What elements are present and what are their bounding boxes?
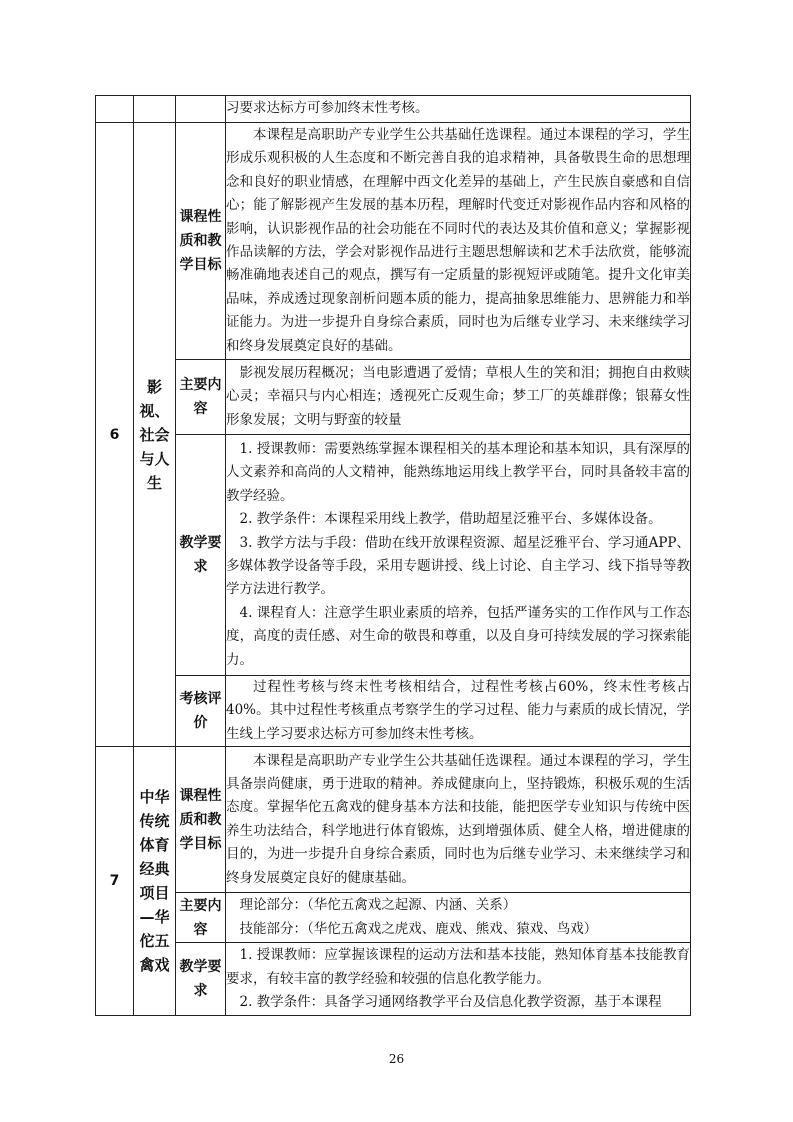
- table-row: [96, 435, 691, 676]
- label-nature: 课程性质和教学目标: [176, 747, 226, 893]
- table-row: [96, 943, 691, 1016]
- content-cell: [226, 360, 691, 435]
- continued-text: 习要求达标方可参加终末性考核。: [226, 100, 429, 117]
- content-cell: [226, 893, 691, 943]
- course-name: 影视、社会与人生: [134, 123, 176, 747]
- requirement-1: 1. 授课教师：应掌握该课程的运动方法和基本技能，熟知体育基本技能教育要求，有较丰富的教学经验和较强的信息化教学能力。: [226, 947, 690, 987]
- course-name: 中华传统体育经典项目—华佗五禽戏: [134, 747, 176, 1016]
- empty-cell: [134, 96, 176, 123]
- requirements-cell: [226, 435, 691, 676]
- requirement-2: 2. 教学条件：本课程采用线上教学，借助超星泛雅平台、多媒体设备。: [239, 511, 662, 528]
- requirements-cell: [226, 943, 691, 1016]
- content-text: 影视发展历程概况；当电影遭遇了爱情；草根人生的笑和泪；拥抱自由救赎心灵；幸福只与内心相连；透视死亡反观生命；梦工厂的英雄群像；银幕女性形象发展；文明与野蛮的较量: [226, 364, 690, 428]
- table-row: [96, 96, 691, 123]
- continued-text-cell: [226, 96, 691, 123]
- nature-cell: [226, 123, 691, 360]
- course-number: 7: [96, 747, 134, 1016]
- label-nature: 课程性质和教学目标: [176, 123, 226, 360]
- content-theory: 理论部分：（华佗五禽戏之起源、内涵、关系）: [239, 897, 517, 914]
- course-table: [95, 95, 691, 1016]
- evaluation-cell: [226, 676, 691, 747]
- label-evaluation: 考核评价: [176, 676, 226, 747]
- requirement-2: 2. 教学条件：具备学习通网络教学平台及信息化教学资源，基于本课程: [239, 993, 662, 1010]
- nature-text: 本课程是高职助产专业学生公共基础任选课程。通过本课程的学习，学生具备崇尚健康，勇于进取的精神。养成健康向上，坚持锻炼，积极乐观的生活态度。掌握华佗五禽戏的健身基本方法和技能，能把医学专业知识与传统中医养生功法结合，科学地进行体育锻炼，达到增强体质、健全人格，增进健康的目的，为进一步提升自身综合素质，同时也为后继专业学习、未来继续学习和终身发展奠定良好的健康基础。: [226, 752, 690, 886]
- label-requirements: 教学要求: [176, 943, 226, 1016]
- nature-cell: [226, 747, 691, 893]
- label-content: 主要内容: [176, 360, 226, 435]
- empty-cell: [176, 96, 226, 123]
- nature-text: 本课程是高职助产专业学生公共基础任选课程。通过本课程的学习，学生形成乐观积极的人生态度和不断完善自我的追求精神，具备敬畏生命的思想理念和良好的职业情感，在理解中西文化差异的基础上，产生民族自豪感和自信心；能了解影视产生发展的基本历程，理解时代变迁对影视作品内容和风格的影响，认识影视作品的社会功能在不同时代的表达及其价值和意义；掌握影视作品读解的方法，学会对影视作品进行主题思想解读和艺术手法欣赏，能够流畅准确地表述自己的观点，撰写有一定质量的影视短评或随笔。提升文化审美品味，养成透过现象剖析问题本质的能力，提高抽象思维能力、思辨能力和举证能力。为进一步提升自身综合素质，同时也为后继专业学习、未来继续学习和终身发展奠定良好的基础。: [226, 126, 690, 354]
- table-row: [96, 893, 691, 943]
- page-number: 26: [388, 1052, 405, 1066]
- label-requirements: 教学要求: [176, 435, 226, 676]
- table-row: [96, 676, 691, 747]
- table-row: [96, 747, 691, 893]
- label-content: 主要内容: [176, 893, 226, 943]
- table-row: [96, 123, 691, 360]
- evaluation-text: 过程性考核与终末性考核相结合，过程性考核占60%，终末性考核占40%。其中过程性考核重点考察学生的学习过程、能力与素质的成长情况，学生线上学习要求达标方可参加终末性考核。: [226, 679, 690, 742]
- empty-cell: [96, 96, 134, 123]
- course-number: 6: [96, 123, 134, 747]
- table-row: [96, 360, 691, 435]
- content-skills: 技能部分：（华佗五禽戏之虎戏、鹿戏、熊戏、猿戏、鸟戏）: [239, 920, 598, 937]
- requirement-3: 3. 教学方法与手段：借助在线开放课程资源、超星泛雅平台、学习通APP、多媒体教学设备等手段，采用专题讲授、线上讨论、自主学习、线下指导等教学方法进行教学。: [226, 534, 690, 598]
- requirement-1: 1. 授课教师：需要熟练掌握本课程相关的基本理论和基本知识，具有深厚的人文素养和高尚的人文精神，能熟练地运用线上教学平台，同时具备较丰富的教学经验。: [226, 440, 690, 504]
- requirement-4: 4. 课程育人：注意学生职业素质的培养，包括严谨务实的工作作风与工作态度，高度的责任感、对生命的敬畏和尊重，以及自身可持续发展的学习探索能力。: [226, 604, 690, 668]
